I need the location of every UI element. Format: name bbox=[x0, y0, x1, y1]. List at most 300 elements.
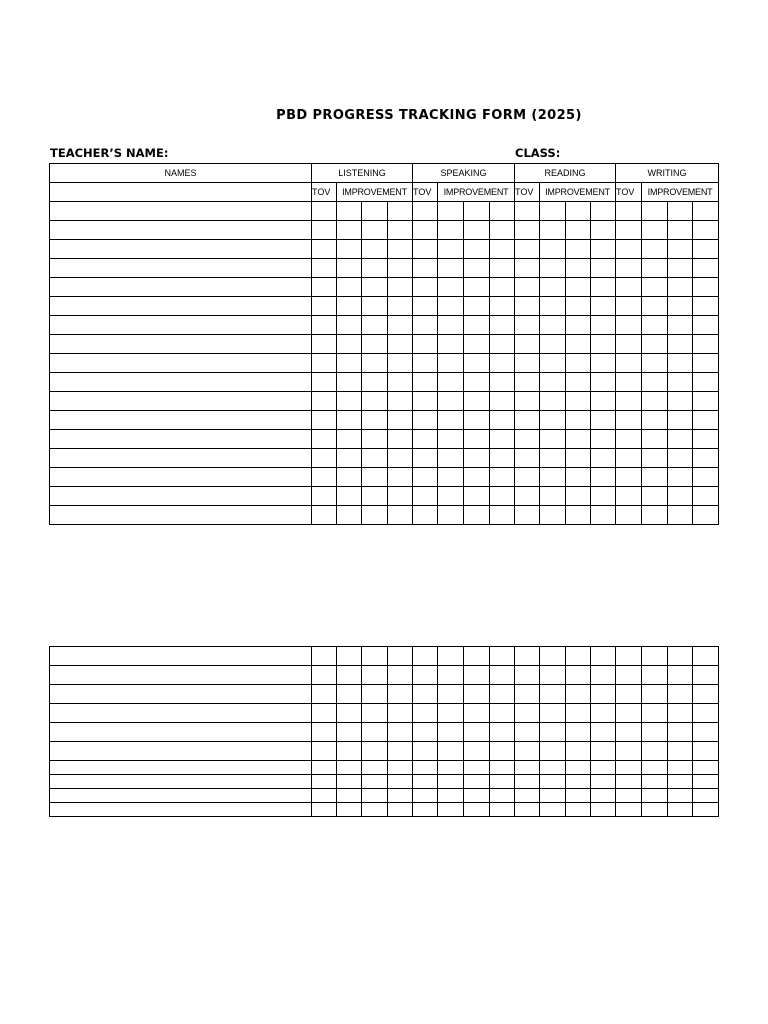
score-cell[interactable] bbox=[566, 373, 591, 392]
student-name-cell[interactable] bbox=[50, 411, 312, 430]
score-cell[interactable] bbox=[388, 506, 413, 525]
score-cell[interactable] bbox=[362, 449, 388, 468]
score-cell[interactable] bbox=[642, 704, 668, 723]
score-cell[interactable] bbox=[490, 761, 515, 775]
score-cell[interactable] bbox=[642, 647, 668, 666]
score-cell[interactable] bbox=[668, 666, 693, 685]
score-cell[interactable] bbox=[591, 761, 616, 775]
score-cell[interactable] bbox=[362, 803, 388, 817]
score-cell[interactable] bbox=[490, 354, 515, 373]
score-cell[interactable] bbox=[693, 373, 719, 392]
score-cell[interactable] bbox=[490, 685, 515, 704]
score-cell[interactable] bbox=[388, 723, 413, 742]
score-cell[interactable] bbox=[464, 316, 490, 335]
score-cell[interactable] bbox=[540, 240, 566, 259]
score-cell[interactable] bbox=[312, 761, 337, 775]
score-cell[interactable] bbox=[312, 742, 337, 761]
score-cell[interactable] bbox=[438, 297, 464, 316]
score-cell[interactable] bbox=[668, 221, 693, 240]
score-cell[interactable] bbox=[616, 666, 642, 685]
score-cell[interactable] bbox=[362, 373, 388, 392]
score-cell[interactable] bbox=[464, 468, 490, 487]
score-cell[interactable] bbox=[668, 647, 693, 666]
score-cell[interactable] bbox=[540, 506, 566, 525]
score-cell[interactable] bbox=[388, 392, 413, 411]
score-cell[interactable] bbox=[464, 775, 490, 789]
score-cell[interactable] bbox=[591, 316, 616, 335]
score-cell[interactable] bbox=[515, 742, 540, 761]
score-cell[interactable] bbox=[668, 723, 693, 742]
score-cell[interactable] bbox=[566, 202, 591, 221]
score-cell[interactable] bbox=[413, 259, 438, 278]
score-cell[interactable] bbox=[490, 278, 515, 297]
score-cell[interactable] bbox=[515, 704, 540, 723]
score-cell[interactable] bbox=[438, 430, 464, 449]
score-cell[interactable] bbox=[413, 723, 438, 742]
score-cell[interactable] bbox=[591, 354, 616, 373]
score-cell[interactable] bbox=[438, 316, 464, 335]
score-cell[interactable] bbox=[362, 704, 388, 723]
score-cell[interactable] bbox=[464, 240, 490, 259]
score-cell[interactable] bbox=[642, 373, 668, 392]
score-cell[interactable] bbox=[490, 487, 515, 506]
score-cell[interactable] bbox=[566, 354, 591, 373]
score-cell[interactable] bbox=[388, 468, 413, 487]
score-cell[interactable] bbox=[616, 240, 642, 259]
score-cell[interactable] bbox=[668, 392, 693, 411]
score-cell[interactable] bbox=[668, 704, 693, 723]
score-cell[interactable] bbox=[642, 297, 668, 316]
student-name-cell[interactable] bbox=[50, 666, 312, 685]
score-cell[interactable] bbox=[616, 742, 642, 761]
score-cell[interactable] bbox=[312, 240, 337, 259]
score-cell[interactable] bbox=[388, 487, 413, 506]
score-cell[interactable] bbox=[388, 373, 413, 392]
score-cell[interactable] bbox=[438, 278, 464, 297]
score-cell[interactable] bbox=[616, 316, 642, 335]
student-name-cell[interactable] bbox=[50, 789, 312, 803]
score-cell[interactable] bbox=[438, 742, 464, 761]
score-cell[interactable] bbox=[566, 704, 591, 723]
score-cell[interactable] bbox=[388, 316, 413, 335]
score-cell[interactable] bbox=[312, 449, 337, 468]
score-cell[interactable] bbox=[642, 430, 668, 449]
score-cell[interactable] bbox=[413, 647, 438, 666]
score-cell[interactable] bbox=[693, 647, 719, 666]
score-cell[interactable] bbox=[312, 430, 337, 449]
score-cell[interactable] bbox=[515, 803, 540, 817]
score-cell[interactable] bbox=[388, 449, 413, 468]
score-cell[interactable] bbox=[540, 742, 566, 761]
score-cell[interactable] bbox=[464, 411, 490, 430]
score-cell[interactable] bbox=[540, 430, 566, 449]
score-cell[interactable] bbox=[540, 761, 566, 775]
score-cell[interactable] bbox=[540, 666, 566, 685]
score-cell[interactable] bbox=[515, 221, 540, 240]
score-cell[interactable] bbox=[337, 723, 362, 742]
score-cell[interactable] bbox=[438, 506, 464, 525]
score-cell[interactable] bbox=[693, 685, 719, 704]
score-cell[interactable] bbox=[591, 259, 616, 278]
score-cell[interactable] bbox=[464, 487, 490, 506]
score-cell[interactable] bbox=[438, 685, 464, 704]
score-cell[interactable] bbox=[642, 354, 668, 373]
score-cell[interactable] bbox=[591, 775, 616, 789]
score-cell[interactable] bbox=[591, 430, 616, 449]
score-cell[interactable] bbox=[388, 240, 413, 259]
score-cell[interactable] bbox=[464, 278, 490, 297]
score-cell[interactable] bbox=[337, 430, 362, 449]
score-cell[interactable] bbox=[438, 240, 464, 259]
score-cell[interactable] bbox=[566, 685, 591, 704]
score-cell[interactable] bbox=[591, 297, 616, 316]
score-cell[interactable] bbox=[693, 704, 719, 723]
score-cell[interactable] bbox=[312, 487, 337, 506]
score-cell[interactable] bbox=[464, 221, 490, 240]
score-cell[interactable] bbox=[642, 666, 668, 685]
score-cell[interactable] bbox=[642, 761, 668, 775]
score-cell[interactable] bbox=[312, 506, 337, 525]
score-cell[interactable] bbox=[515, 392, 540, 411]
score-cell[interactable] bbox=[566, 742, 591, 761]
score-cell[interactable] bbox=[515, 335, 540, 354]
score-cell[interactable] bbox=[616, 392, 642, 411]
score-cell[interactable] bbox=[464, 202, 490, 221]
score-cell[interactable] bbox=[490, 202, 515, 221]
score-cell[interactable] bbox=[566, 278, 591, 297]
score-cell[interactable] bbox=[642, 449, 668, 468]
student-name-cell[interactable] bbox=[50, 430, 312, 449]
score-cell[interactable] bbox=[413, 506, 438, 525]
student-name-cell[interactable] bbox=[50, 354, 312, 373]
score-cell[interactable] bbox=[668, 803, 693, 817]
score-cell[interactable] bbox=[490, 742, 515, 761]
score-cell[interactable] bbox=[642, 316, 668, 335]
score-cell[interactable] bbox=[668, 297, 693, 316]
score-cell[interactable] bbox=[312, 278, 337, 297]
score-cell[interactable] bbox=[566, 297, 591, 316]
score-cell[interactable] bbox=[540, 278, 566, 297]
score-cell[interactable] bbox=[515, 259, 540, 278]
score-cell[interactable] bbox=[362, 647, 388, 666]
score-cell[interactable] bbox=[464, 666, 490, 685]
score-cell[interactable] bbox=[693, 723, 719, 742]
score-cell[interactable] bbox=[591, 411, 616, 430]
score-cell[interactable] bbox=[388, 354, 413, 373]
score-cell[interactable] bbox=[388, 202, 413, 221]
score-cell[interactable] bbox=[362, 685, 388, 704]
score-cell[interactable] bbox=[312, 335, 337, 354]
score-cell[interactable] bbox=[438, 259, 464, 278]
score-cell[interactable] bbox=[566, 411, 591, 430]
score-cell[interactable] bbox=[591, 704, 616, 723]
score-cell[interactable] bbox=[337, 373, 362, 392]
score-cell[interactable] bbox=[362, 742, 388, 761]
score-cell[interactable] bbox=[540, 259, 566, 278]
score-cell[interactable] bbox=[566, 647, 591, 666]
score-cell[interactable] bbox=[566, 487, 591, 506]
score-cell[interactable] bbox=[490, 316, 515, 335]
score-cell[interactable] bbox=[438, 373, 464, 392]
score-cell[interactable] bbox=[490, 775, 515, 789]
score-cell[interactable] bbox=[337, 449, 362, 468]
score-cell[interactable] bbox=[337, 297, 362, 316]
score-cell[interactable] bbox=[438, 449, 464, 468]
score-cell[interactable] bbox=[388, 221, 413, 240]
student-name-cell[interactable] bbox=[50, 803, 312, 817]
score-cell[interactable] bbox=[490, 297, 515, 316]
score-cell[interactable] bbox=[515, 647, 540, 666]
score-cell[interactable] bbox=[312, 647, 337, 666]
student-name-cell[interactable] bbox=[50, 742, 312, 761]
score-cell[interactable] bbox=[464, 704, 490, 723]
score-cell[interactable] bbox=[388, 411, 413, 430]
score-cell[interactable] bbox=[413, 202, 438, 221]
score-cell[interactable] bbox=[464, 723, 490, 742]
score-cell[interactable] bbox=[337, 666, 362, 685]
score-cell[interactable] bbox=[413, 297, 438, 316]
score-cell[interactable] bbox=[515, 449, 540, 468]
score-cell[interactable] bbox=[438, 723, 464, 742]
score-cell[interactable] bbox=[464, 742, 490, 761]
score-cell[interactable] bbox=[591, 278, 616, 297]
score-cell[interactable] bbox=[438, 704, 464, 723]
score-cell[interactable] bbox=[540, 202, 566, 221]
score-cell[interactable] bbox=[490, 335, 515, 354]
score-cell[interactable] bbox=[668, 761, 693, 775]
score-cell[interactable] bbox=[693, 430, 719, 449]
score-cell[interactable] bbox=[337, 789, 362, 803]
score-cell[interactable] bbox=[642, 411, 668, 430]
score-cell[interactable] bbox=[693, 354, 719, 373]
score-cell[interactable] bbox=[616, 202, 642, 221]
score-cell[interactable] bbox=[566, 723, 591, 742]
score-cell[interactable] bbox=[464, 430, 490, 449]
score-cell[interactable] bbox=[591, 685, 616, 704]
score-cell[interactable] bbox=[490, 221, 515, 240]
score-cell[interactable] bbox=[668, 316, 693, 335]
student-name-cell[interactable] bbox=[50, 506, 312, 525]
score-cell[interactable] bbox=[566, 335, 591, 354]
score-cell[interactable] bbox=[591, 449, 616, 468]
score-cell[interactable] bbox=[413, 742, 438, 761]
score-cell[interactable] bbox=[362, 775, 388, 789]
score-cell[interactable] bbox=[312, 259, 337, 278]
score-cell[interactable] bbox=[515, 487, 540, 506]
score-cell[interactable] bbox=[490, 373, 515, 392]
score-cell[interactable] bbox=[616, 354, 642, 373]
score-cell[interactable] bbox=[388, 666, 413, 685]
score-cell[interactable] bbox=[668, 775, 693, 789]
score-cell[interactable] bbox=[464, 803, 490, 817]
score-cell[interactable] bbox=[616, 335, 642, 354]
score-cell[interactable] bbox=[693, 775, 719, 789]
score-cell[interactable] bbox=[515, 316, 540, 335]
score-cell[interactable] bbox=[312, 221, 337, 240]
score-cell[interactable] bbox=[337, 316, 362, 335]
score-cell[interactable] bbox=[591, 240, 616, 259]
score-cell[interactable] bbox=[668, 685, 693, 704]
score-cell[interactable] bbox=[668, 354, 693, 373]
score-cell[interactable] bbox=[312, 803, 337, 817]
score-cell[interactable] bbox=[693, 202, 719, 221]
score-cell[interactable] bbox=[566, 468, 591, 487]
score-cell[interactable] bbox=[388, 259, 413, 278]
score-cell[interactable] bbox=[490, 259, 515, 278]
score-cell[interactable] bbox=[490, 723, 515, 742]
score-cell[interactable] bbox=[515, 506, 540, 525]
score-cell[interactable] bbox=[515, 411, 540, 430]
score-cell[interactable] bbox=[591, 202, 616, 221]
score-cell[interactable] bbox=[642, 221, 668, 240]
score-cell[interactable] bbox=[591, 803, 616, 817]
score-cell[interactable] bbox=[362, 392, 388, 411]
score-cell[interactable] bbox=[693, 316, 719, 335]
score-cell[interactable] bbox=[616, 789, 642, 803]
score-cell[interactable] bbox=[693, 742, 719, 761]
score-cell[interactable] bbox=[413, 468, 438, 487]
student-name-cell[interactable] bbox=[50, 647, 312, 666]
score-cell[interactable] bbox=[337, 411, 362, 430]
score-cell[interactable] bbox=[642, 392, 668, 411]
score-cell[interactable] bbox=[591, 468, 616, 487]
score-cell[interactable] bbox=[388, 803, 413, 817]
student-name-cell[interactable] bbox=[50, 221, 312, 240]
score-cell[interactable] bbox=[668, 411, 693, 430]
score-cell[interactable] bbox=[388, 430, 413, 449]
score-cell[interactable] bbox=[388, 789, 413, 803]
score-cell[interactable] bbox=[591, 335, 616, 354]
score-cell[interactable] bbox=[388, 761, 413, 775]
student-name-cell[interactable] bbox=[50, 449, 312, 468]
score-cell[interactable] bbox=[566, 803, 591, 817]
score-cell[interactable] bbox=[591, 723, 616, 742]
score-cell[interactable] bbox=[438, 761, 464, 775]
student-name-cell[interactable] bbox=[50, 723, 312, 742]
score-cell[interactable] bbox=[540, 487, 566, 506]
score-cell[interactable] bbox=[362, 761, 388, 775]
score-cell[interactable] bbox=[464, 335, 490, 354]
score-cell[interactable] bbox=[668, 240, 693, 259]
score-cell[interactable] bbox=[388, 335, 413, 354]
score-cell[interactable] bbox=[515, 468, 540, 487]
score-cell[interactable] bbox=[616, 506, 642, 525]
score-cell[interactable] bbox=[312, 704, 337, 723]
score-cell[interactable] bbox=[515, 666, 540, 685]
score-cell[interactable] bbox=[566, 221, 591, 240]
student-name-cell[interactable] bbox=[50, 202, 312, 221]
score-cell[interactable] bbox=[312, 723, 337, 742]
score-cell[interactable] bbox=[413, 316, 438, 335]
score-cell[interactable] bbox=[540, 354, 566, 373]
score-cell[interactable] bbox=[540, 221, 566, 240]
score-cell[interactable] bbox=[515, 723, 540, 742]
score-cell[interactable] bbox=[362, 354, 388, 373]
score-cell[interactable] bbox=[413, 278, 438, 297]
score-cell[interactable] bbox=[438, 803, 464, 817]
score-cell[interactable] bbox=[337, 803, 362, 817]
score-cell[interactable] bbox=[693, 411, 719, 430]
score-cell[interactable] bbox=[642, 278, 668, 297]
score-cell[interactable] bbox=[693, 335, 719, 354]
score-cell[interactable] bbox=[490, 392, 515, 411]
score-cell[interactable] bbox=[413, 487, 438, 506]
score-cell[interactable] bbox=[337, 647, 362, 666]
score-cell[interactable] bbox=[566, 789, 591, 803]
score-cell[interactable] bbox=[616, 430, 642, 449]
score-cell[interactable] bbox=[337, 259, 362, 278]
score-cell[interactable] bbox=[668, 506, 693, 525]
score-cell[interactable] bbox=[540, 297, 566, 316]
score-cell[interactable] bbox=[490, 240, 515, 259]
student-name-cell[interactable] bbox=[50, 373, 312, 392]
score-cell[interactable] bbox=[312, 775, 337, 789]
score-cell[interactable] bbox=[515, 430, 540, 449]
score-cell[interactable] bbox=[616, 373, 642, 392]
score-cell[interactable] bbox=[540, 775, 566, 789]
score-cell[interactable] bbox=[337, 775, 362, 789]
score-cell[interactable] bbox=[591, 221, 616, 240]
student-name-cell[interactable] bbox=[50, 316, 312, 335]
score-cell[interactable] bbox=[642, 723, 668, 742]
score-cell[interactable] bbox=[413, 775, 438, 789]
student-name-cell[interactable] bbox=[50, 297, 312, 316]
score-cell[interactable] bbox=[642, 506, 668, 525]
score-cell[interactable] bbox=[362, 789, 388, 803]
score-cell[interactable] bbox=[413, 430, 438, 449]
score-cell[interactable] bbox=[362, 202, 388, 221]
score-cell[interactable] bbox=[693, 761, 719, 775]
score-cell[interactable] bbox=[413, 335, 438, 354]
score-cell[interactable] bbox=[413, 789, 438, 803]
score-cell[interactable] bbox=[413, 373, 438, 392]
score-cell[interactable] bbox=[566, 430, 591, 449]
score-cell[interactable] bbox=[693, 449, 719, 468]
score-cell[interactable] bbox=[464, 259, 490, 278]
score-cell[interactable] bbox=[388, 775, 413, 789]
score-cell[interactable] bbox=[312, 666, 337, 685]
score-cell[interactable] bbox=[693, 259, 719, 278]
score-cell[interactable] bbox=[388, 647, 413, 666]
score-cell[interactable] bbox=[591, 789, 616, 803]
score-cell[interactable] bbox=[388, 297, 413, 316]
score-cell[interactable] bbox=[668, 789, 693, 803]
score-cell[interactable] bbox=[540, 803, 566, 817]
score-cell[interactable] bbox=[540, 704, 566, 723]
score-cell[interactable] bbox=[337, 278, 362, 297]
score-cell[interactable] bbox=[668, 373, 693, 392]
score-cell[interactable] bbox=[337, 221, 362, 240]
score-cell[interactable] bbox=[362, 316, 388, 335]
student-name-cell[interactable] bbox=[50, 468, 312, 487]
score-cell[interactable] bbox=[362, 723, 388, 742]
score-cell[interactable] bbox=[642, 775, 668, 789]
score-cell[interactable] bbox=[693, 392, 719, 411]
score-cell[interactable] bbox=[642, 335, 668, 354]
score-cell[interactable] bbox=[693, 506, 719, 525]
student-name-cell[interactable] bbox=[50, 487, 312, 506]
score-cell[interactable] bbox=[693, 240, 719, 259]
score-cell[interactable] bbox=[591, 647, 616, 666]
score-cell[interactable] bbox=[566, 259, 591, 278]
score-cell[interactable] bbox=[591, 666, 616, 685]
score-cell[interactable] bbox=[616, 411, 642, 430]
score-cell[interactable] bbox=[515, 373, 540, 392]
score-cell[interactable] bbox=[413, 449, 438, 468]
score-cell[interactable] bbox=[668, 487, 693, 506]
student-name-cell[interactable] bbox=[50, 240, 312, 259]
score-cell[interactable] bbox=[616, 803, 642, 817]
